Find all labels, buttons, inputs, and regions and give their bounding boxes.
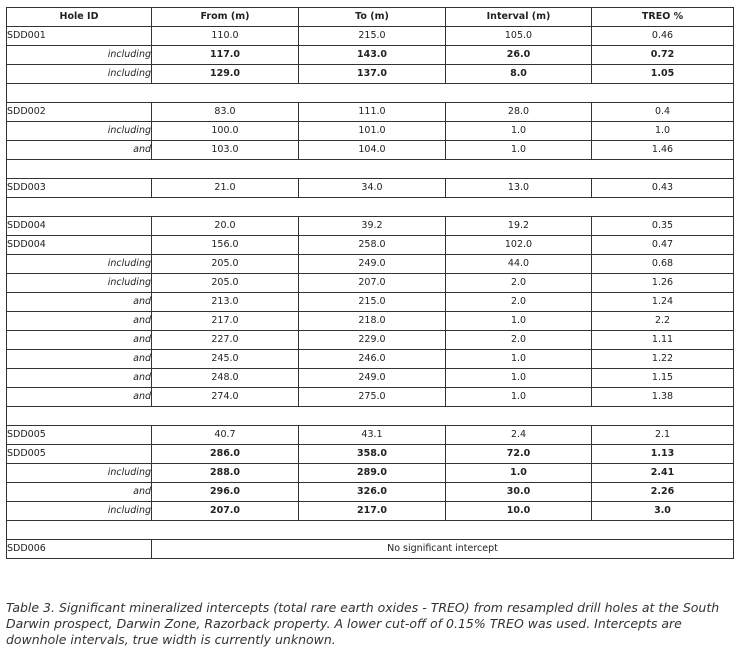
table-row [7,483,734,502]
from-cell: 117.0 [152,46,299,65]
to-cell: 143.0 [299,46,446,65]
table-row [7,217,734,236]
treo-cell: 0.68 [592,255,734,274]
from-cell: 296.0 [152,483,299,502]
from-cell: 227.0 [152,331,299,350]
interval-cell: 72.0 [446,445,592,464]
from-cell: 207.0 [152,502,299,521]
treo-cell: 1.05 [592,65,734,84]
interval-cell: 1.0 [446,464,592,483]
from-cell: 100.0 [152,122,299,141]
spacer-cell [7,521,734,540]
treo-cell: 1.46 [592,141,734,160]
to-cell: 229.0 [299,331,446,350]
spacer-row [7,521,734,540]
to-cell: 43.1 [299,426,446,445]
to-cell: 326.0 [299,483,446,502]
interval-cell: 102.0 [446,236,592,255]
to-cell: 137.0 [299,65,446,84]
to-cell: 215.0 [299,293,446,312]
treo-cell: 1.11 [592,331,734,350]
from-cell: 274.0 [152,388,299,407]
interval-cell: 30.0 [446,483,592,502]
hole-id-cell: SDD003 [7,179,152,198]
to-cell: 218.0 [299,312,446,331]
from-cell: 110.0 [152,27,299,46]
to-cell: 249.0 [299,369,446,388]
treo-cell: 0.72 [592,46,734,65]
from-cell: 286.0 [152,445,299,464]
table-row [7,502,734,521]
to-cell: 104.0 [299,141,446,160]
table-row [7,103,734,122]
treo-cell: 2.41 [592,464,734,483]
header-to: To (m) [299,8,446,27]
treo-cell: 2.26 [592,483,734,502]
from-cell: 205.0 [152,255,299,274]
from-cell: 83.0 [152,103,299,122]
spacer-cell [7,84,734,103]
hole-id-cell: SDD004 [7,236,152,255]
treo-cell: 1.24 [592,293,734,312]
hole-id-cell: SDD002 [7,103,152,122]
from-cell: 21.0 [152,179,299,198]
table-row [7,331,734,350]
interval-cell: 2.4 [446,426,592,445]
interval-cell: 1.0 [446,141,592,160]
interval-cell: 2.0 [446,293,592,312]
interval-cell: 26.0 [446,46,592,65]
interval-cell: 1.0 [446,312,592,331]
treo-cell: 1.15 [592,369,734,388]
to-cell: 358.0 [299,445,446,464]
qualifier-cell: including [7,255,152,274]
table-row [7,369,734,388]
qualifier-cell: and [7,350,152,369]
table-caption: Table 3. Significant mineralized intercepts (total rare earth oxides - TREO) from resampled drill holes at the South Darwin prospect, Darwin Zone, Razorback property. A lower cut-off of 0.15% TREO was used. Intercepts are downhole intervals, true width is currently unknown. [6,600,720,647]
table-row [7,445,734,464]
table-row [7,426,734,445]
qualifier-cell: and [7,369,152,388]
table-row [7,350,734,369]
to-cell: 217.0 [299,502,446,521]
to-cell: 39.2 [299,217,446,236]
table-row [7,27,734,46]
interval-cell: 19.2 [446,217,592,236]
hole-id-cell: SDD005 [7,445,152,464]
spacer-row [7,160,734,179]
treo-cell: 0.4 [592,103,734,122]
hole-id-cell: SDD006 [7,540,152,559]
qualifier-cell: including [7,274,152,293]
treo-cell: 1.38 [592,388,734,407]
interval-cell: 44.0 [446,255,592,274]
qualifier-cell: including [7,122,152,141]
from-cell: 129.0 [152,65,299,84]
interval-cell: 1.0 [446,369,592,388]
qualifier-cell: and [7,141,152,160]
table-row [7,179,734,198]
from-cell: 248.0 [152,369,299,388]
treo-cell: 2.1 [592,426,734,445]
table-row [7,255,734,274]
spacer-row [7,198,734,217]
treo-cell: 0.43 [592,179,734,198]
interval-cell: 8.0 [446,65,592,84]
to-cell: 249.0 [299,255,446,274]
table-body [7,27,734,559]
qualifier-cell: and [7,293,152,312]
to-cell: 275.0 [299,388,446,407]
hole-id-cell: SDD005 [7,426,152,445]
qualifier-cell: and [7,331,152,350]
from-cell: 217.0 [152,312,299,331]
to-cell: 207.0 [299,274,446,293]
from-cell: 103.0 [152,141,299,160]
to-cell: 34.0 [299,179,446,198]
qualifier-cell: including [7,464,152,483]
treo-cell: 0.47 [592,236,734,255]
treo-cell: 0.46 [592,27,734,46]
from-cell: 156.0 [152,236,299,255]
spacer-row [7,84,734,103]
intercepts-table [6,7,734,559]
table-row [7,274,734,293]
table-row [7,236,734,255]
to-cell: 215.0 [299,27,446,46]
table-row [7,293,734,312]
no-intercept-note: No significant intercept [152,540,734,559]
qualifier-cell: and [7,483,152,502]
treo-cell: 0.35 [592,217,734,236]
header-interval: Interval (m) [446,8,592,27]
from-cell: 205.0 [152,274,299,293]
interval-cell: 2.0 [446,331,592,350]
interval-cell: 13.0 [446,179,592,198]
from-cell: 245.0 [152,350,299,369]
interval-cell: 28.0 [446,103,592,122]
treo-cell: 1.0 [592,122,734,141]
table-row [7,65,734,84]
spacer-cell [7,198,734,217]
from-cell: 20.0 [152,217,299,236]
header-from: From (m) [152,8,299,27]
header-treo: TREO % [592,8,734,27]
to-cell: 101.0 [299,122,446,141]
treo-cell: 1.22 [592,350,734,369]
spacer-cell [7,160,734,179]
interval-cell: 10.0 [446,502,592,521]
from-cell: 213.0 [152,293,299,312]
interval-cell: 1.0 [446,122,592,141]
hole-id-cell: SDD001 [7,27,152,46]
treo-cell: 2.2 [592,312,734,331]
qualifier-cell: including [7,65,152,84]
to-cell: 111.0 [299,103,446,122]
table-row [7,122,734,141]
hole-id-cell: SDD004 [7,217,152,236]
treo-cell: 1.26 [592,274,734,293]
interval-cell: 105.0 [446,27,592,46]
spacer-row [7,407,734,426]
to-cell: 289.0 [299,464,446,483]
from-cell: 288.0 [152,464,299,483]
table-row [7,540,734,559]
interval-cell: 2.0 [446,274,592,293]
to-cell: 258.0 [299,236,446,255]
treo-cell: 1.13 [592,445,734,464]
treo-cell: 3.0 [592,502,734,521]
interval-cell: 1.0 [446,388,592,407]
table-row [7,46,734,65]
table-row [7,312,734,331]
table-row [7,464,734,483]
table-row [7,141,734,160]
table-row [7,388,734,407]
to-cell: 246.0 [299,350,446,369]
header-hole-id: Hole ID [7,8,152,27]
table-header-row [7,8,734,27]
qualifier-cell: and [7,388,152,407]
from-cell: 40.7 [152,426,299,445]
qualifier-cell: including [7,502,152,521]
spacer-cell [7,407,734,426]
qualifier-cell: and [7,312,152,331]
interval-cell: 1.0 [446,350,592,369]
qualifier-cell: including [7,46,152,65]
